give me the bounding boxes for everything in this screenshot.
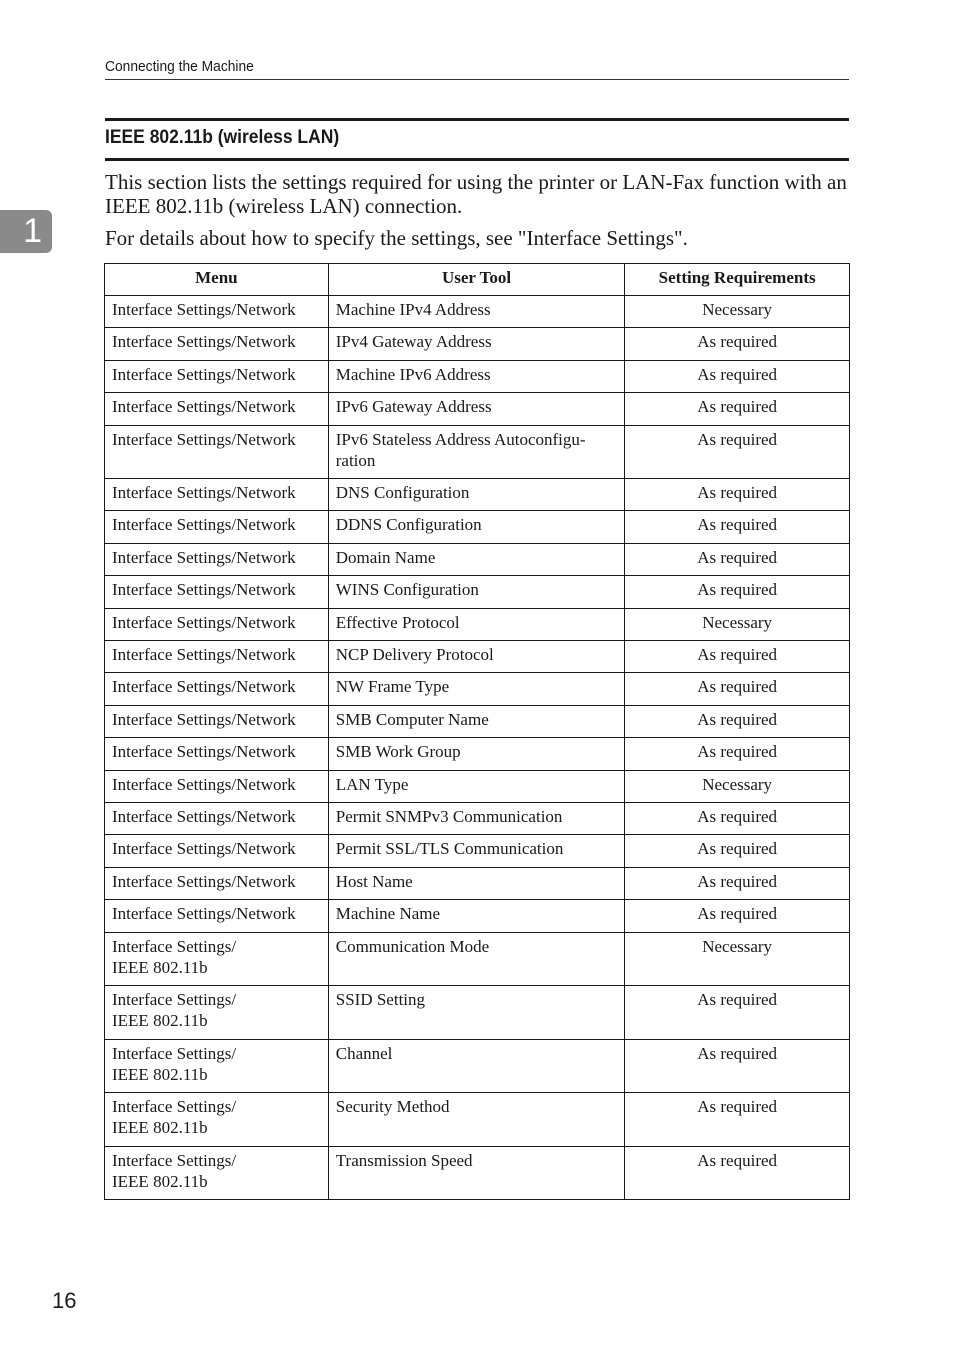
- cell-menu: Interface Settings/Network: [105, 479, 329, 511]
- cell-user-tool: SSID Setting: [328, 986, 625, 1040]
- chapter-tab: 1: [0, 210, 52, 253]
- cell-setting-requirement: Necessary: [625, 608, 850, 640]
- table-body: [105, 296, 850, 1200]
- cell-menu: Interface Settings/Network: [105, 328, 329, 360]
- cell-menu: Interface Settings/ IEEE 802.11b: [105, 1093, 329, 1147]
- cell-menu: Interface Settings/Network: [105, 802, 329, 834]
- cell-setting-requirement: As required: [625, 986, 850, 1040]
- cell-menu: Interface Settings/Network: [105, 835, 329, 867]
- cell-setting-requirement: As required: [625, 867, 850, 899]
- table-row: [105, 802, 850, 834]
- cell-setting-requirement: As required: [625, 673, 850, 705]
- section-title: IEEE 802.11b (wireless LAN): [105, 127, 340, 148]
- table-row: [105, 360, 850, 392]
- cell-setting-requirement: As required: [625, 1146, 850, 1200]
- cell-setting-requirement: As required: [625, 425, 850, 479]
- cell-user-tool: SMB Computer Name: [328, 705, 625, 737]
- cell-menu: Interface Settings/Network: [105, 900, 329, 932]
- table-row: [105, 296, 850, 328]
- table-row: [105, 770, 850, 802]
- cell-user-tool: Machine Name: [328, 900, 625, 932]
- table-row: [105, 328, 850, 360]
- cell-menu: Interface Settings/Network: [105, 608, 329, 640]
- cell-user-tool: IPv6 Gateway Address: [328, 393, 625, 425]
- cell-setting-requirement: Necessary: [625, 296, 850, 328]
- section-rule-bottom: [105, 158, 849, 161]
- column-header-menu: Menu: [105, 264, 329, 296]
- cell-menu: Interface Settings/Network: [105, 360, 329, 392]
- table-header-row: [105, 264, 850, 296]
- table-row: [105, 393, 850, 425]
- cell-user-tool: SMB Work Group: [328, 738, 625, 770]
- cell-setting-requirement: As required: [625, 641, 850, 673]
- cell-user-tool: LAN Type: [328, 770, 625, 802]
- page-number: 16: [52, 1288, 77, 1313]
- cell-setting-requirement: As required: [625, 835, 850, 867]
- cell-menu: Interface Settings/Network: [105, 770, 329, 802]
- table-row: [105, 835, 850, 867]
- table-row: [105, 608, 850, 640]
- table-row: [105, 511, 850, 543]
- table-row: [105, 543, 850, 575]
- cell-user-tool: Machine IPv4 Address: [328, 296, 625, 328]
- cell-setting-requirement: As required: [625, 705, 850, 737]
- cell-menu: Interface Settings/ IEEE 802.11b: [105, 1146, 329, 1200]
- cell-user-tool: Host Name: [328, 867, 625, 899]
- cell-setting-requirement: Necessary: [625, 770, 850, 802]
- cell-user-tool: Machine IPv6 Address: [328, 360, 625, 392]
- cell-setting-requirement: As required: [625, 802, 850, 834]
- cell-menu: Interface Settings/ IEEE 802.11b: [105, 932, 329, 986]
- table-row: [105, 1093, 850, 1147]
- column-header-setting-requirements: Setting Requirements: [625, 264, 850, 296]
- cell-setting-requirement: As required: [625, 900, 850, 932]
- cell-user-tool: IPv4 Gateway Address: [328, 328, 625, 360]
- cell-menu: Interface Settings/ IEEE 802.11b: [105, 1039, 329, 1093]
- cell-menu: Interface Settings/ IEEE 802.11b: [105, 986, 329, 1040]
- cell-user-tool: Transmission Speed: [328, 1146, 625, 1200]
- cell-user-tool: WINS Configuration: [328, 576, 625, 608]
- cell-setting-requirement: As required: [625, 360, 850, 392]
- cell-user-tool: NCP Delivery Protocol: [328, 641, 625, 673]
- table-row: [105, 1039, 850, 1093]
- column-header-user-tool: User Tool: [328, 264, 625, 296]
- cell-setting-requirement: As required: [625, 576, 850, 608]
- cell-menu: Interface Settings/Network: [105, 425, 329, 479]
- table-row: [105, 479, 850, 511]
- cell-user-tool: Security Method: [328, 1093, 625, 1147]
- table-row: [105, 576, 850, 608]
- cell-menu: Interface Settings/Network: [105, 393, 329, 425]
- table-row: [105, 425, 850, 479]
- cell-user-tool: Domain Name: [328, 543, 625, 575]
- cell-user-tool: IPv6 Stateless Address Autoconfigu- ration: [328, 425, 625, 479]
- cell-menu: Interface Settings/Network: [105, 867, 329, 899]
- table-row: [105, 986, 850, 1040]
- intro-paragraph: This section lists the settings required for using the printer or LAN-Fax function with an IEEE 802.11b (wireless LAN) connection.: [105, 170, 847, 218]
- cell-user-tool: Communication Mode: [328, 932, 625, 986]
- cell-setting-requirement: Necessary: [625, 932, 850, 986]
- cell-menu: Interface Settings/Network: [105, 641, 329, 673]
- cell-setting-requirement: As required: [625, 738, 850, 770]
- cell-menu: Interface Settings/Network: [105, 296, 329, 328]
- running-header: [105, 57, 849, 80]
- table-row: [105, 705, 850, 737]
- cell-menu: Interface Settings/Network: [105, 673, 329, 705]
- table-row: [105, 867, 850, 899]
- table-row: [105, 900, 850, 932]
- settings-table: [104, 263, 850, 1200]
- cell-menu: Interface Settings/Network: [105, 543, 329, 575]
- cell-user-tool: NW Frame Type: [328, 673, 625, 705]
- table-row: [105, 641, 850, 673]
- cell-setting-requirement: As required: [625, 543, 850, 575]
- table-row: [105, 738, 850, 770]
- running-header-text: Connecting the Machine: [105, 58, 254, 75]
- cell-menu: Interface Settings/Network: [105, 511, 329, 543]
- cell-user-tool: DNS Configuration: [328, 479, 625, 511]
- cell-user-tool: Effective Protocol: [328, 608, 625, 640]
- section-rule-top: [105, 118, 849, 121]
- cell-user-tool: Permit SNMPv3 Communication: [328, 802, 625, 834]
- intro-paragraph: For details about how to specify the settings, see "Interface Settings".: [105, 226, 688, 250]
- table-row: [105, 932, 850, 986]
- table-row: [105, 673, 850, 705]
- cell-menu: Interface Settings/Network: [105, 576, 329, 608]
- table-row: [105, 1146, 850, 1200]
- cell-setting-requirement: As required: [625, 479, 850, 511]
- cell-setting-requirement: As required: [625, 1039, 850, 1093]
- cell-menu: Interface Settings/Network: [105, 738, 329, 770]
- cell-setting-requirement: As required: [625, 1093, 850, 1147]
- cell-setting-requirement: As required: [625, 393, 850, 425]
- cell-user-tool: Channel: [328, 1039, 625, 1093]
- cell-user-tool: DDNS Configuration: [328, 511, 625, 543]
- cell-menu: Interface Settings/Network: [105, 705, 329, 737]
- intro-text: [105, 170, 851, 250]
- cell-setting-requirement: As required: [625, 328, 850, 360]
- cell-user-tool: Permit SSL/TLS Communication: [328, 835, 625, 867]
- cell-setting-requirement: As required: [625, 511, 850, 543]
